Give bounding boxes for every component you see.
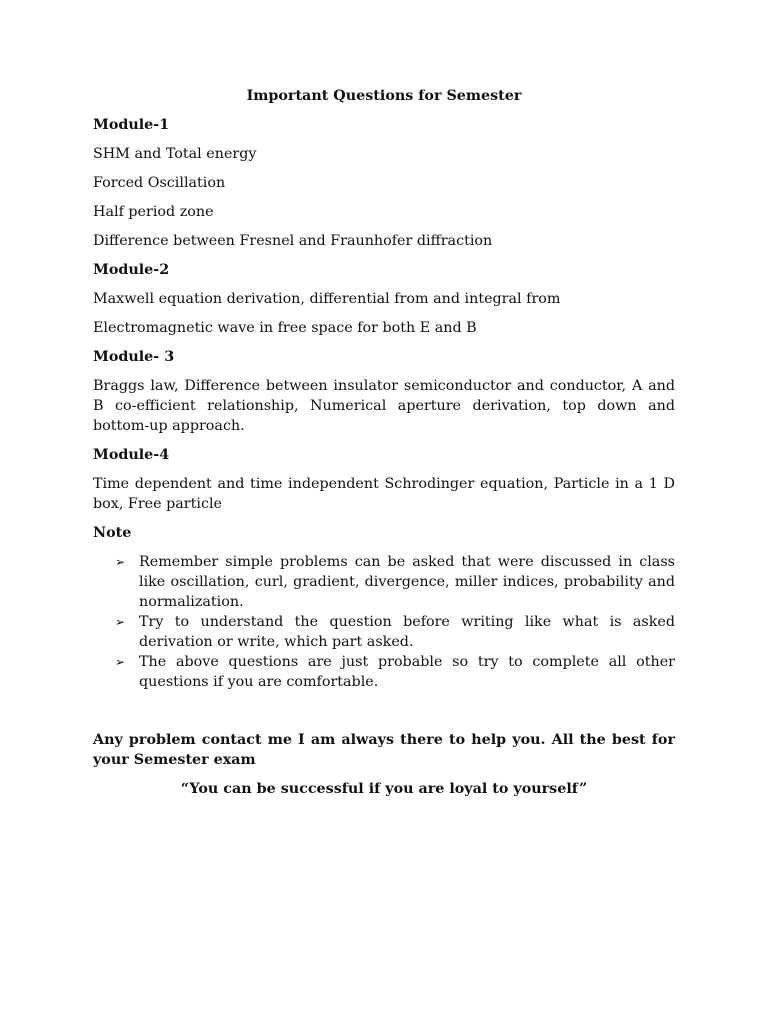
arrow-bullet-icon: ➢	[115, 615, 126, 629]
note-item-3	[115, 652, 675, 692]
module-2-section	[93, 260, 675, 338]
note-item-1	[115, 552, 675, 612]
module-2-heading: Module-2	[93, 262, 170, 278]
note-item-2	[115, 612, 675, 652]
note-heading: Note	[93, 525, 132, 541]
module-1-item-2: Forced Oscillation	[93, 175, 226, 191]
module-4-item-1: Time dependent and time independent Schrodinger equation, Particle in a 1 D box, Free particle	[93, 476, 675, 512]
document-title: Important Questions for Semester	[246, 88, 522, 104]
module-2-item-2: Electromagnetic wave in free space for both E and B	[93, 320, 477, 336]
module-3-heading: Module- 3	[93, 349, 175, 365]
module-2-item-1: Maxwell equation derivation, differential from and integral from	[93, 291, 561, 307]
module-4-section	[93, 445, 675, 514]
note-item-2-text: Try to understand the question before writing like what is asked derivation or write, which part asked.	[139, 614, 675, 650]
note-item-3-text: The above questions are just probable so try to complete all other questions if you are comfortable.	[139, 654, 675, 690]
note-list	[93, 552, 675, 692]
module-1-item-1: SHM and Total energy	[93, 146, 257, 162]
note-section	[93, 523, 675, 692]
module-3-section	[93, 347, 675, 436]
module-1-section	[93, 115, 675, 251]
arrow-bullet-icon: ➢	[115, 655, 126, 669]
arrow-bullet-icon: ➢	[115, 555, 126, 569]
module-1-item-3: Half period zone	[93, 204, 214, 220]
module-4-heading: Module-4	[93, 447, 170, 463]
module-1-heading: Module-1	[93, 117, 170, 133]
note-item-1-text: Remember simple problems can be asked that were discussed in class like oscillation, curl, gradient, divergence, miller indices, probability and normalization.	[139, 554, 675, 610]
module-1-item-4: Difference between Fresnel and Fraunhofer diffraction	[93, 233, 493, 249]
closing-message: Any problem contact me I am always there to help you. All the best for your Semester exam	[93, 732, 675, 768]
module-3-item-1: Braggs law, Difference between insulator semiconductor and conductor, A and B co-efficient relationship, Numerical aperture derivation, top down and bottom-up approach.	[93, 378, 675, 434]
closing-quote: “You can be successful if you are loyal to yourself”	[180, 781, 588, 797]
